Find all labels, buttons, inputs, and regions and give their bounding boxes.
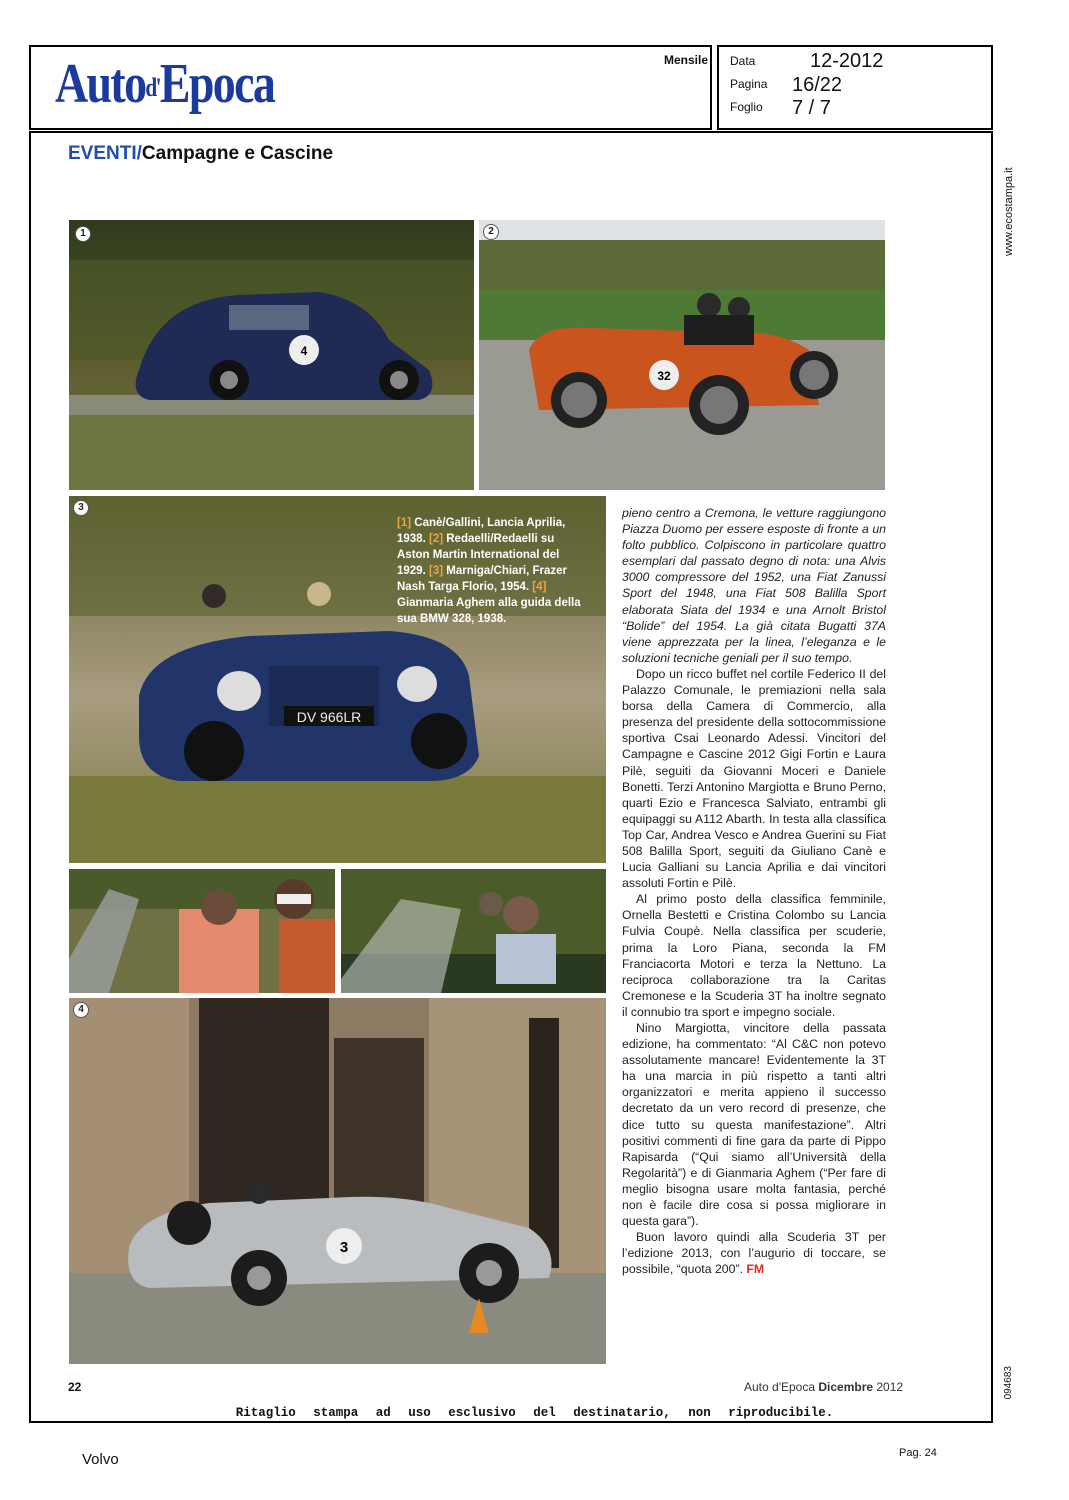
section-heading: EVENTI/Campagne e Cascine <box>68 143 334 164</box>
photo-1-race-number: 4 <box>300 344 308 358</box>
page-number: 22 <box>68 1380 82 1394</box>
article-last-paragraph: Buon lavoro quindi alla Scuderia 3T per l’edizione 2013, con l’augurio di toccare, se possibile, “quota 200”. FM <box>622 1230 886 1277</box>
photo-4-race-number: 3 <box>339 1239 349 1256</box>
article-paragraph: Nino Margiotta, vincitore della passata edizione, ha commentato: “Al C&C non potevo assolutamente mancare! Evidentemente la 3T ha una marcia in più rispetto a tanti altri organizzatori e merita appieno il successo decretato da un vero record di presenze, che dice tutto su questa manifestazione”. Altri positivi commenti di fine gara da parte di Pippo Rapisarda (“Qui siamo all’Università della Regolarità”) e di Gianmaria Aghem (“Per fare di meglio bisogna usare molta fantasia, perché non è facile dire cosa si possa migliorare in questa gara”). <box>622 1021 886 1229</box>
meta-sheet-label: Foglio <box>730 100 763 114</box>
article-paragraph: pieno centro a Cremona, le vetture raggiungono Piazza Duomo per essere esposte di fronte a un folto pubblico. Colpiscono in particolare quattro esemplari dal passato degno di nota: una Alvis 3000 compressore del 1952, una Fiat Zanussi Sport del 1948, una Fiat 508 Balilla Sport elaborata Siata del 1934 e una Arnolt Bristol “Bolide” del 1954. La già citata Bugatti 37A viene apprezzata per la linea, l’eleganza e le soluzioni tecniche geniali per il suo tempo. <box>622 506 886 665</box>
photo-drivers-left <box>69 869 335 993</box>
meta-date-label: Data <box>730 54 756 68</box>
side-code: 094683 <box>1003 1366 1014 1400</box>
article-paragraph: Dopo un ricco buffet nel cortile Federico II del Palazzo Comunale, le premiazioni nella sala borsa della Camera di Commercio, alla presenza del presidente della sottocommissione sportiva Csai Leonardo Adessi. Vincitori del Campagne e Cascine 2012 Gigi Fortin e Laura Pilè, seguiti da Giovanni Moceri e Daniele Bonetti. Terzi Antonino Margiotta e Bruno Perno, quarti Ezio e Francesca Salviato, entrambi gli equipaggi su A112 Abarth. In testa alla classifica Top Car, Andrea Vesco e Andrea Guerini su Fiat 508 Balilla Sport, seguiti da Giuliano Canè e Lucia Galliani su Lancia Aprilia e dai vincitori assoluti Fortin e Pilè. <box>622 666 886 891</box>
photo-3-plate: DV 966LR <box>296 709 362 725</box>
meta-page-value: 16/22 <box>792 74 843 96</box>
article-paragraph: Al primo posto della classifica femminile, Ornella Bestetti e Cristina Colombo su Lancia Fulvia Coupè. Nella classifica per scuderie, prima la Loro Piana, seconda la FM Franciacorta Motori e terza la Nettuno. La reciproca collaborazione tra la Caritas Cremonese e la Scuderia 3T ha inoltre segnato il connubio tra sport e impegno sociale. <box>622 892 886 1019</box>
photo-caption: [1] Canè/Gallini, Lancia Aprilia, 1938. [2] Redaelli/Redaelli su Aston Martin International del 1929. [3] Marniga/Chiari, Frazer Nash Targa Florio, 1954. [4] Gianmaria Aghem alla guida della sua BMW 328, 1938. <box>397 517 581 625</box>
meta-sheet-value: 7 / 7 <box>792 97 831 119</box>
author-signature: FM <box>746 1262 765 1277</box>
photo-1 <box>69 220 474 490</box>
photo-drivers-right <box>341 869 606 993</box>
photo-2-badge: 2 <box>483 224 499 240</box>
photo-3-badge: 3 <box>73 500 89 516</box>
photo-4 <box>69 998 606 1364</box>
magazine-logo: Auto$^{d'}$Epoca <box>55 53 275 115</box>
frequency-label: Mensile <box>664 53 709 67</box>
side-url: www.ecostampa.it <box>1003 167 1015 256</box>
photo-4-badge: 4 <box>73 1002 89 1018</box>
document-page-label: Pag. 24 <box>899 1447 937 1459</box>
photo-3 <box>69 496 606 863</box>
photo-2 <box>479 220 885 490</box>
meta-page-label: Pagina <box>730 77 768 91</box>
meta-date-value: 12-2012 <box>810 50 884 72</box>
photo-1-badge: 1 <box>75 226 91 242</box>
folio-line: Auto d'Epoca Dicembre 2012 <box>744 1380 904 1394</box>
article-body <box>622 505 886 1278</box>
client-name: Volvo <box>82 1451 119 1468</box>
disclaimer: Ritaglio stampa ad uso esclusivo del destinatario, non riproducibile. <box>235 1406 834 1420</box>
photo-2-race-number: 32 <box>657 369 671 383</box>
